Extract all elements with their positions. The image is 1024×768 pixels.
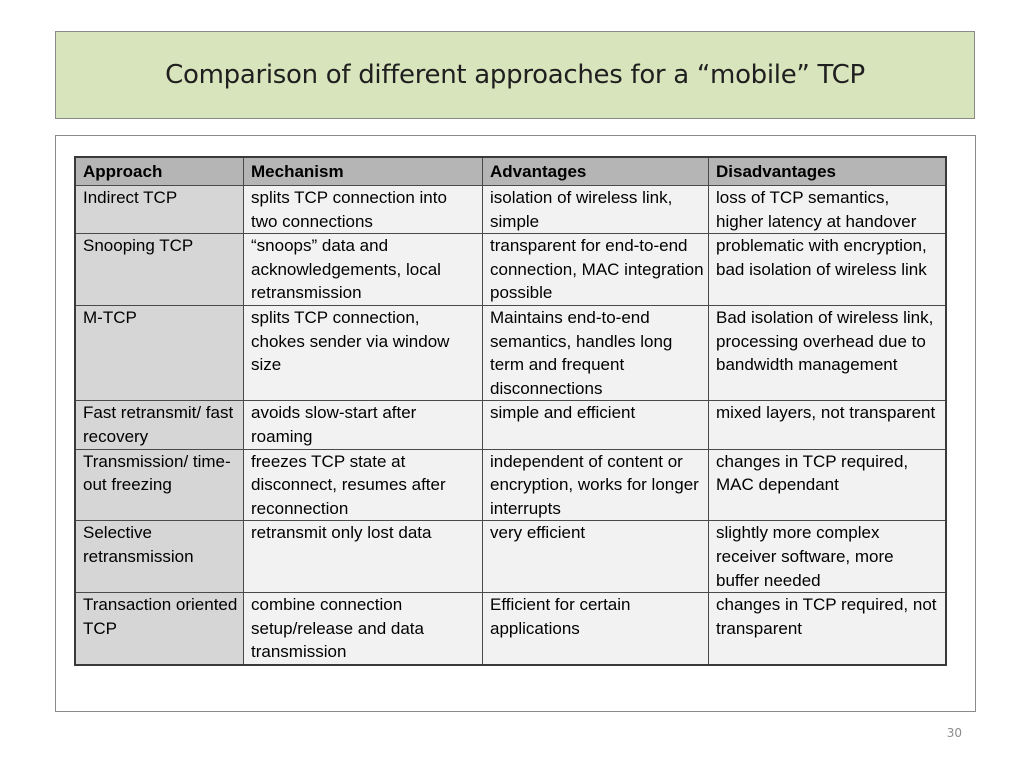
- cell-approach: Indirect TCP: [75, 186, 244, 234]
- cell-advantages: isolation of wireless link, simple: [483, 186, 709, 234]
- slide-title: Comparison of different approaches for a “mobile” TCP: [165, 60, 865, 90]
- cell-disadvantages: Bad isolation of wireless link, processing overhead due to bandwidth management: [709, 305, 947, 400]
- cell-approach: Transmission/ time-out freezing: [75, 449, 244, 521]
- cell-disadvantages: slightly more complex receiver software, more buffer needed: [709, 521, 947, 593]
- table-header-row: [75, 157, 946, 186]
- header-advantages: Advantages: [483, 157, 709, 186]
- cell-approach: Selective retransmission: [75, 521, 244, 593]
- cell-mechanism: splits TCP connection into two connections: [244, 186, 483, 234]
- cell-approach: Transaction oriented TCP: [75, 593, 244, 665]
- table-row: [75, 521, 946, 593]
- cell-advantages: Maintains end-to-end semantics, handles long term and frequent disconnections: [483, 305, 709, 400]
- comparison-table: [74, 156, 947, 666]
- cell-mechanism: retransmit only lost data: [244, 521, 483, 593]
- cell-disadvantages: mixed layers, not transparent: [709, 401, 947, 449]
- slide-title-box: [55, 31, 975, 119]
- header-mechanism: Mechanism: [244, 157, 483, 186]
- cell-mechanism: avoids slow-start after roaming: [244, 401, 483, 449]
- cell-mechanism: splits TCP connection, chokes sender via window size: [244, 305, 483, 400]
- cell-mechanism: combine connection setup/release and data transmission: [244, 593, 483, 665]
- slide-number: 30: [946, 726, 962, 740]
- header-disadvantages: Disadvantages: [709, 157, 947, 186]
- cell-advantages: independent of content or encryption, works for longer interrupts: [483, 449, 709, 521]
- table-row: [75, 401, 946, 449]
- table-row: [75, 593, 946, 665]
- table-row: [75, 305, 946, 400]
- cell-disadvantages: loss of TCP semantics, higher latency at handover: [709, 186, 947, 234]
- cell-advantages: Efficient for certain applications: [483, 593, 709, 665]
- cell-approach: Fast retransmit/ fast recovery: [75, 401, 244, 449]
- cell-approach: M-TCP: [75, 305, 244, 400]
- cell-advantages: transparent for end-to-end connection, MAC integration possible: [483, 234, 709, 306]
- table-row: [75, 449, 946, 521]
- table-row: [75, 186, 946, 234]
- cell-disadvantages: changes in TCP required, not transparent: [709, 593, 947, 665]
- cell-disadvantages: problematic with encryption, bad isolation of wireless link: [709, 234, 947, 306]
- cell-approach: Snooping TCP: [75, 234, 244, 306]
- table-row: [75, 234, 946, 306]
- cell-advantages: simple and efficient: [483, 401, 709, 449]
- cell-advantages: very efficient: [483, 521, 709, 593]
- cell-disadvantages: changes in TCP required, MAC dependant: [709, 449, 947, 521]
- cell-mechanism: freezes TCP state at disconnect, resumes after reconnection: [244, 449, 483, 521]
- cell-mechanism: “snoops” data and acknowledgements, local retransmission: [244, 234, 483, 306]
- header-approach: Approach: [75, 157, 244, 186]
